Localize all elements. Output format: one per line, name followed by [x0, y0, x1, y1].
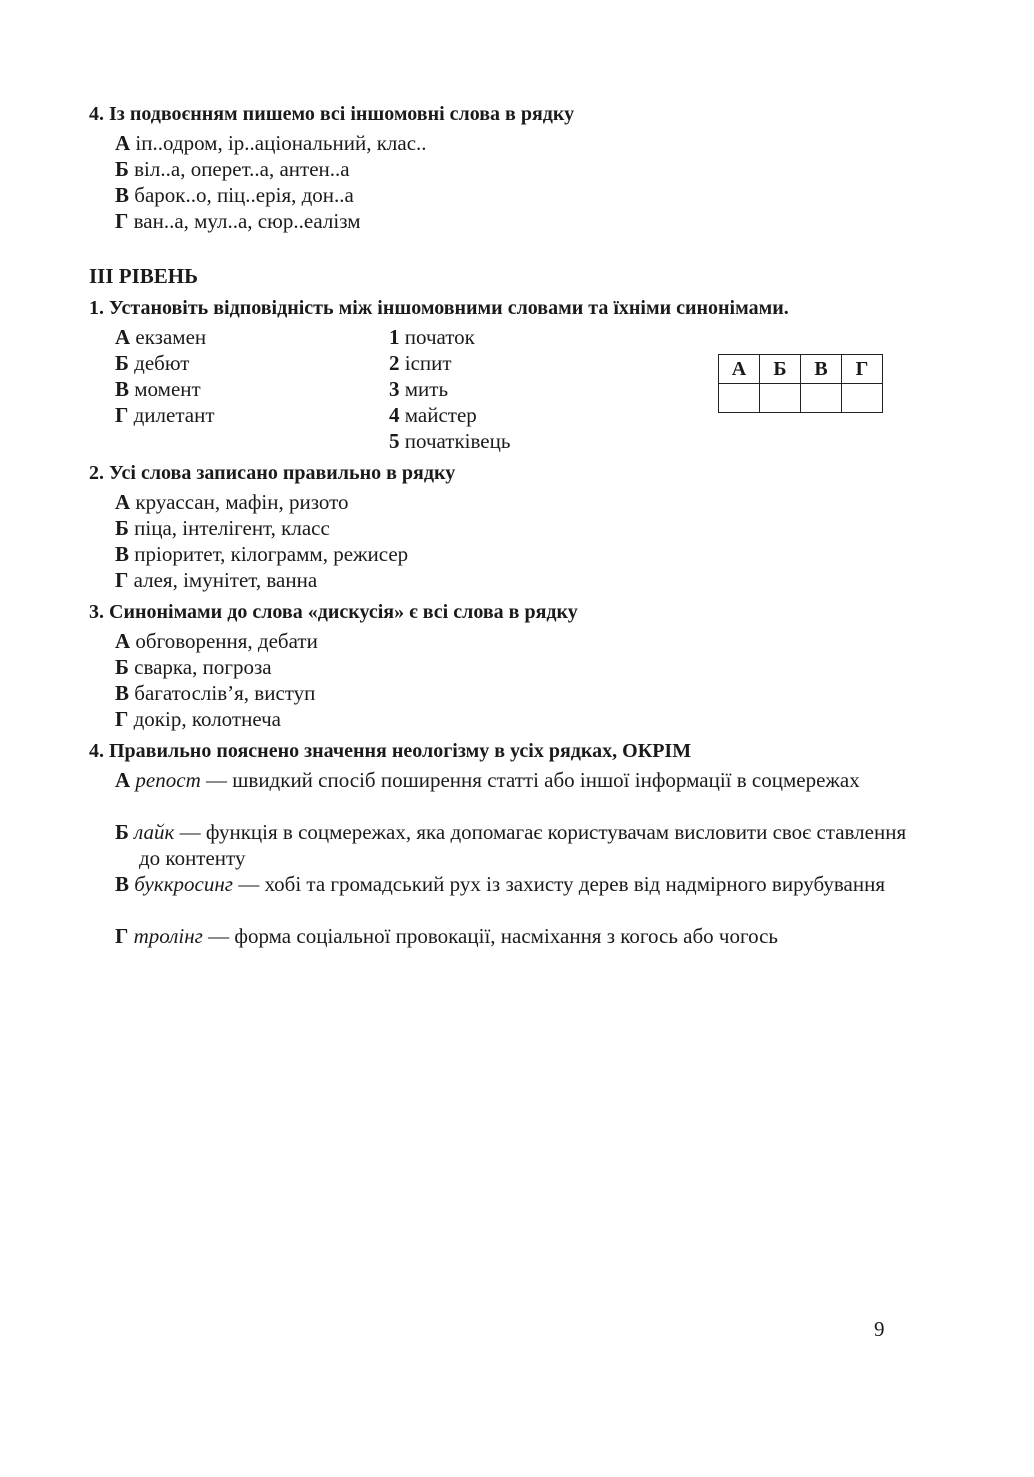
option-text: пріоритет, кілограмм, режисер [134, 542, 409, 566]
option-letter: А [115, 325, 131, 349]
match-right-item [389, 324, 510, 350]
answer-header: А [719, 355, 760, 384]
match-left-item [115, 350, 215, 376]
option-a [115, 767, 914, 793]
option-text: іспит [404, 351, 452, 375]
match-right-item [389, 350, 510, 376]
answer-header: Б [760, 355, 801, 384]
option-letter: Б [115, 157, 129, 181]
option-v [115, 680, 315, 706]
option-letter: А [115, 490, 131, 514]
option-text: обговорення, дебати [135, 629, 318, 653]
option-text: початок [404, 325, 475, 349]
match-left-column [115, 324, 215, 428]
match-right-column [389, 324, 510, 454]
option-letter: Б [115, 516, 129, 540]
answer-cell[interactable] [760, 384, 801, 413]
option-text: сварка, погроза [134, 655, 272, 679]
option-number: 3 [389, 377, 400, 401]
option-b [115, 156, 350, 182]
option-letter: Б [115, 351, 129, 375]
option-text: піца, інтелігент, класс [134, 516, 330, 540]
option-text: мить [404, 377, 449, 401]
option-text: дилетант [133, 403, 215, 427]
option-v [115, 541, 408, 567]
option-letter: А [115, 768, 131, 792]
match-left-item [115, 324, 215, 350]
option-number: 5 [389, 429, 400, 453]
option-text: екзамен [135, 325, 207, 349]
option-text: — функція в соцмережах, яка допомагає користувачам висловити своє ставлення до контенту [139, 820, 907, 870]
match-right-item [389, 376, 510, 402]
option-letter: Б [115, 655, 129, 679]
match-left-item [115, 402, 215, 428]
question-1-prompt: 1. Установіть відповідність між іншомовними словами та їхніми синонімами. [89, 297, 789, 319]
option-letter: В [115, 542, 130, 566]
match-right-item [389, 428, 510, 454]
option-number: 2 [389, 351, 400, 375]
option-h [115, 923, 914, 949]
option-letter: А [115, 629, 131, 653]
term-text: лайк [134, 820, 175, 844]
term-text: буккросинг [134, 872, 233, 896]
option-letter: В [115, 681, 130, 705]
option-a [115, 628, 318, 654]
option-b [115, 654, 272, 680]
option-text: — хобі та громадський рух із захисту дерев від надмірного вирубування [232, 872, 885, 896]
answer-header: В [801, 355, 842, 384]
option-letter: Г [115, 924, 129, 948]
level-heading: ІІІ РІВЕНЬ [89, 264, 198, 288]
option-text: — форма соціальної провокації, насміхання з когось або чогось [202, 924, 778, 948]
option-letter: Г [115, 707, 129, 731]
answer-cell[interactable] [719, 384, 760, 413]
answer-cell[interactable] [842, 384, 883, 413]
option-text: барок..о, піц..ерія, дон..а [134, 183, 354, 207]
option-text: докір, колотнеча [133, 707, 282, 731]
answer-cell[interactable] [801, 384, 842, 413]
option-letter: В [115, 872, 130, 896]
option-text: іп..одром, ір..аціональний, клас.. [135, 131, 427, 155]
option-text: круассан, мафін, ризото [135, 490, 349, 514]
term-text: репост [135, 768, 201, 792]
option-number: 4 [389, 403, 400, 427]
option-letter: Г [115, 568, 129, 592]
option-letter: Г [115, 209, 129, 233]
option-letter: Б [115, 820, 129, 844]
option-number: 1 [389, 325, 400, 349]
answer-grid [718, 354, 883, 413]
option-h [115, 567, 317, 593]
option-a [115, 130, 427, 156]
question-4-ii-prompt: 4. Із подвоєнням пишемо всі іншомовні слова в рядку [89, 103, 575, 125]
option-letter: А [115, 131, 131, 155]
option-h [115, 706, 281, 732]
option-letter: Г [115, 403, 129, 427]
option-text: — швидкий спосіб поширення статті або іншої інформації в соцмережах [200, 768, 860, 792]
term-text: тролінг [133, 924, 203, 948]
option-b [115, 819, 914, 871]
option-letter: В [115, 377, 130, 401]
page-number: 9 [874, 1317, 885, 1341]
option-h [115, 208, 361, 234]
option-text: ван..а, мул..а, сюр..еалізм [133, 209, 361, 233]
answer-header: Г [842, 355, 883, 384]
question-3-prompt: 3. Синонімами до слова «дискусія» є всі слова в рядку [89, 601, 578, 623]
option-text: момент [134, 377, 201, 401]
question-2-prompt: 2. Усі слова записано правильно в рядку [89, 462, 456, 484]
option-text: початківець [404, 429, 511, 453]
option-text: віл..а, оперет..а, антен..а [134, 157, 350, 181]
option-letter: В [115, 183, 130, 207]
option-v [115, 182, 354, 208]
option-text: алея, імунітет, ванна [133, 568, 318, 592]
option-text: багатослів’я, виступ [134, 681, 316, 705]
option-v [115, 871, 914, 897]
question-4-iii-prompt: 4. Правильно пояснено значення неологізму в усіх рядках, ОКРІМ [89, 740, 692, 762]
match-right-item [389, 402, 510, 428]
option-b [115, 515, 330, 541]
option-text: дебют [134, 351, 190, 375]
option-a [115, 489, 349, 515]
option-text: майстер [404, 403, 477, 427]
match-left-item [115, 376, 215, 402]
